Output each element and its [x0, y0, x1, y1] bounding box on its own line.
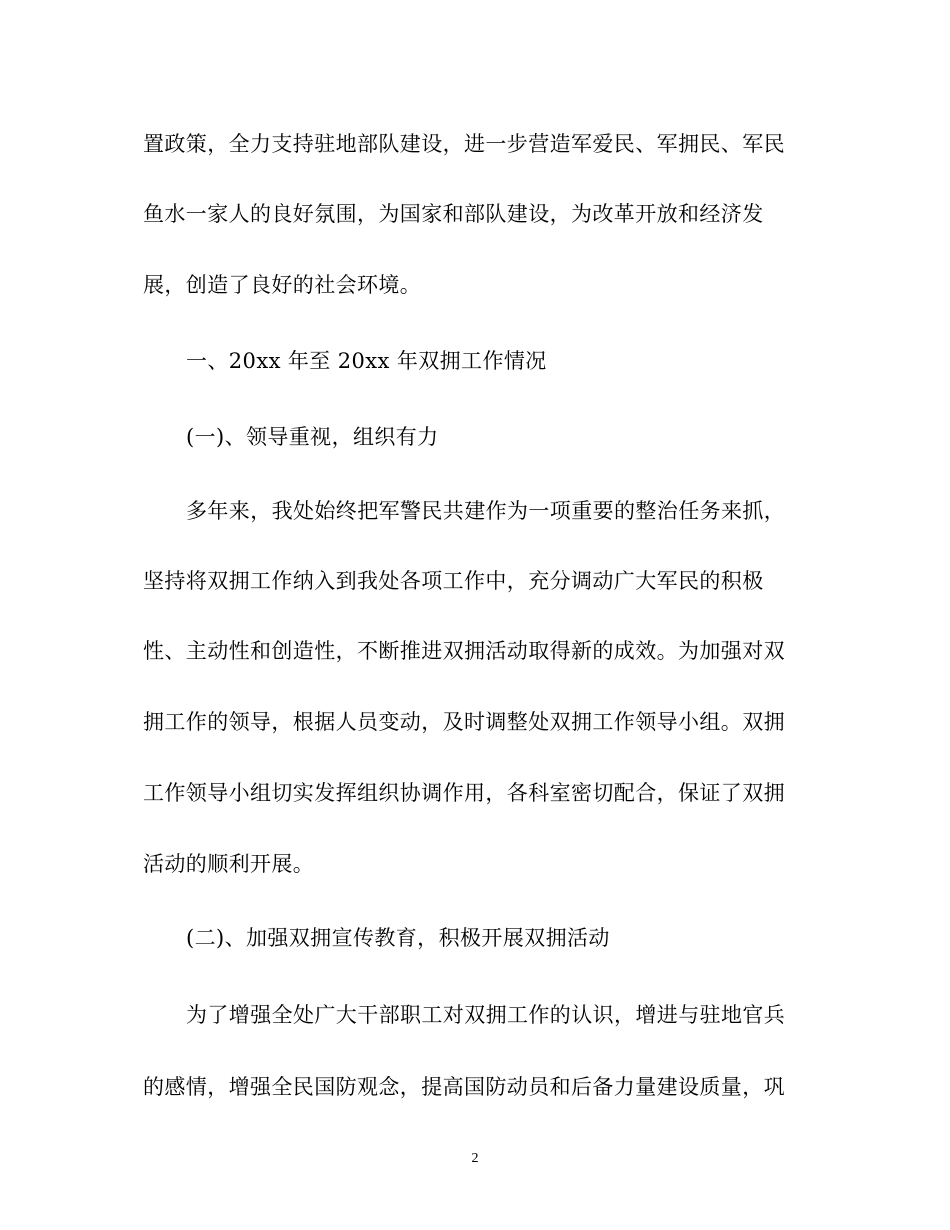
body-text-line: 坚持将双拥工作纳入到我处各项工作中，充分调动广大军民的积极	[143, 569, 764, 593]
body-text-line: 展，创造了良好的社会环境。	[143, 273, 422, 297]
body-text-line: 活动的顺利开展。	[143, 852, 315, 876]
body-text-line: 鱼水一家人的良好氛围，为国家和部队建设，为改革开放和经济发	[143, 202, 764, 226]
body-text-line: 为了增强全处广大干部职工对双拥工作的认识，增进与驻地官兵	[186, 1003, 786, 1027]
body-text-line: 拥工作的领导，根据人员变动，及时调整处双拥工作领导小组。双拥	[143, 710, 785, 734]
body-text-line: 的感情，增强全民国防观念，提高国防动员和后备力量建设质量，巩	[143, 1075, 785, 1099]
body-text-line: 置政策，全力支持驻地部队建设，进一步营造军爱民、军拥民、军民	[143, 132, 785, 156]
subsection-heading: (一)、领导重视，组织有力	[186, 425, 439, 449]
body-text-line: 多年来，我处始终把军警民共建作为一项重要的整治任务来抓，	[186, 499, 786, 523]
page-number: 2	[471, 1151, 479, 1166]
section-heading: 一、20xx 年至 20xx 年双拥工作情况	[186, 349, 547, 373]
subsection-heading: (二)、加强双拥宣传教育，积极开展双拥活动	[186, 926, 610, 950]
body-text-line: 性、主动性和创造性，不断推进双拥活动取得新的成效。为加强对双	[143, 639, 785, 663]
body-text-line: 工作领导小组切实发挥组织协调作用，各科室密切配合，保证了双拥	[143, 781, 785, 805]
